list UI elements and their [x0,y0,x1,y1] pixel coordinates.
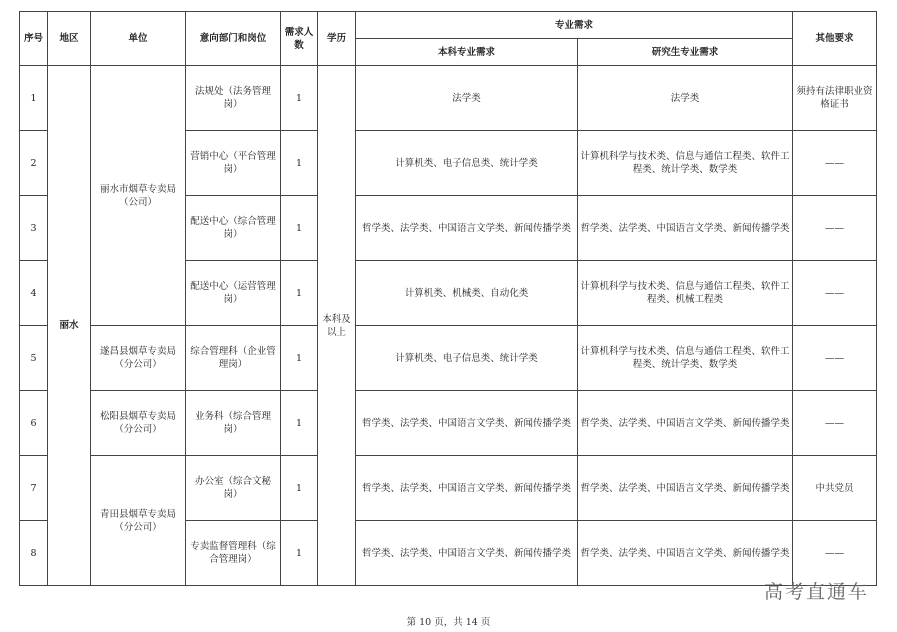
seq-cell: 5 [20,326,48,391]
header-bachelor: 本科专业需求 [356,39,578,66]
graduate-cell: 法学类 [578,66,793,131]
page-footer: 第 10 页，共 14 页 [406,617,491,628]
dept-cell: 业务科（综合管理岗） [186,391,281,456]
dept-cell: 营销中心（平台管理岗） [186,131,281,196]
count-cell: 1 [281,456,318,521]
dept-cell: 配送中心（运营管理岗） [186,261,281,326]
seq-cell: 1 [20,66,48,131]
seq-cell: 2 [20,131,48,196]
count-cell: 1 [281,521,318,586]
unit-cell: 丽水市烟草专卖局（公司） [91,66,186,326]
bachelor-cell: 法学类 [356,66,578,131]
other-cell: —— [793,521,877,586]
header-unit: 单位 [91,12,186,66]
other-cell: 中共党员 [793,456,877,521]
seq-cell: 4 [20,261,48,326]
header-region: 地区 [48,12,91,66]
unit-cell: 松阳县烟草专卖局（分公司） [91,391,186,456]
recruitment-table [19,11,877,586]
header-education: 学历 [318,12,356,66]
graduate-cell: 计算机科学与技术类、信息与通信工程类、软件工程类、机械工程类 [578,261,793,326]
graduate-cell: 计算机科学与技术类、信息与通信工程类、软件工程类、统计学类、数学类 [578,131,793,196]
header-seq: 序号 [20,12,48,66]
bachelor-cell: 哲学类、法学类、中国语言文学类、新闻传播学类 [356,456,578,521]
unit-cell: 青田县烟草专卖局（分公司） [91,456,186,586]
bachelor-cell: 计算机类、机械类、自动化类 [356,261,578,326]
other-cell: 须持有法律职业资格证书 [793,66,877,131]
dept-cell: 办公室（综合文秘岗） [186,456,281,521]
graduate-cell: 哲学类、法学类、中国语言文学类、新闻传播学类 [578,456,793,521]
count-cell: 1 [281,66,318,131]
bachelor-cell: 哲学类、法学类、中国语言文学类、新闻传播学类 [356,391,578,456]
header-major: 专业需求 [356,12,793,39]
bachelor-cell: 哲学类、法学类、中国语言文学类、新闻传播学类 [356,196,578,261]
count-cell: 1 [281,261,318,326]
header-other: 其他要求 [793,12,877,66]
unit-cell: 遂昌县烟草专卖局（分公司） [91,326,186,391]
header-count: 需求人数 [281,12,318,66]
seq-cell: 3 [20,196,48,261]
header-graduate: 研究生专业需求 [578,39,793,66]
other-cell: —— [793,326,877,391]
watermark: 高考直通车 [763,581,869,603]
bachelor-cell: 计算机类、电子信息类、统计学类 [356,131,578,196]
dept-cell: 综合管理科（企业管理岗） [186,326,281,391]
dept-cell: 法规处（法务管理岗） [186,66,281,131]
bachelor-cell: 计算机类、电子信息类、统计学类 [356,326,578,391]
count-cell: 1 [281,196,318,261]
count-cell: 1 [281,131,318,196]
education-cell: 本科及以上 [318,66,356,586]
table-row [20,456,877,521]
other-cell: —— [793,261,877,326]
table-row [20,326,877,391]
table-row [20,391,877,456]
graduate-cell: 哲学类、法学类、中国语言文学类、新闻传播学类 [578,196,793,261]
other-cell: —— [793,131,877,196]
seq-cell: 7 [20,456,48,521]
count-cell: 1 [281,391,318,456]
table-row [20,66,877,131]
count-cell: 1 [281,326,318,391]
other-cell: —— [793,196,877,261]
seq-cell: 8 [20,521,48,586]
graduate-cell: 哲学类、法学类、中国语言文学类、新闻传播学类 [578,391,793,456]
graduate-cell: 计算机科学与技术类、信息与通信工程类、软件工程类、统计学类、数学类 [578,326,793,391]
dept-cell: 专卖监督管理科（综合管理岗） [186,521,281,586]
seq-cell: 6 [20,391,48,456]
dept-cell: 配送中心（综合管理岗） [186,196,281,261]
region-cell: 丽水 [48,66,91,586]
header-dept: 意向部门和岗位 [186,12,281,66]
graduate-cell: 哲学类、法学类、中国语言文学类、新闻传播学类 [578,521,793,586]
other-cell: —— [793,391,877,456]
bachelor-cell: 哲学类、法学类、中国语言文学类、新闻传播学类 [356,521,578,586]
